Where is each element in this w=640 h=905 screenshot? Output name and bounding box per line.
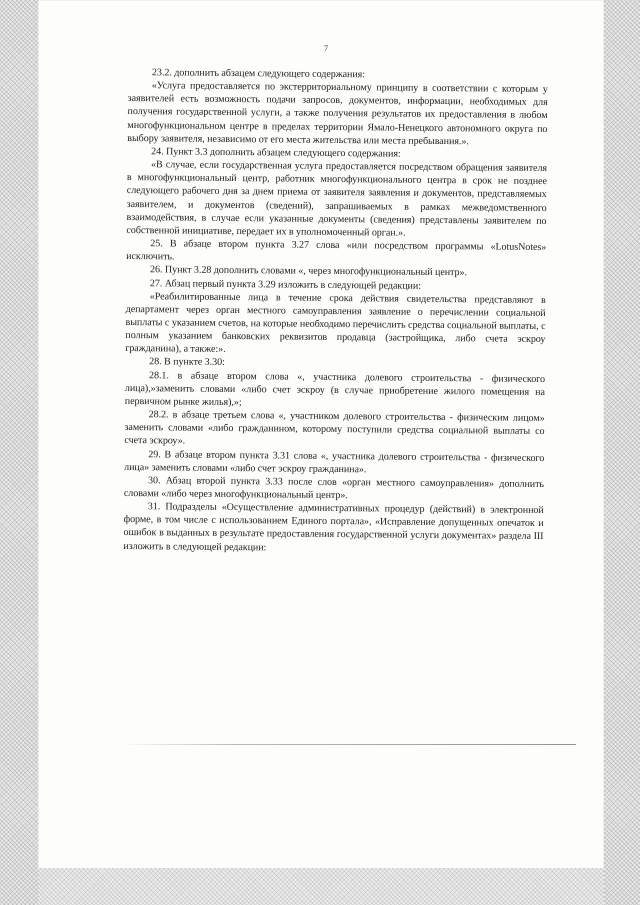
paragraph-27: 27. Абзац первый пункта 3.29 изложить в следующей редакции:: [149, 277, 422, 292]
paragraph-23-2: 23.2. дополнить абзацем следующего содержания:: [151, 67, 366, 81]
paragraph-24: 24. Пункт 3.3 дополнить абзацем следующего содержания:: [151, 146, 401, 160]
paragraph-29: 29. В абзаце втором пункта 3.31 слова «, участника долевого строительства - физического лица» заменить словами «либо счет эскроу гражданина».: [124, 448, 545, 475]
document-body: [123, 66, 548, 557]
bottom-divider: [120, 744, 576, 745]
paragraph-28-2: 28.2. в абзаце третьем слова «, участником долевого строительства - физическим лицом» заменить словами «либо гражданином, которому поступили средства социальной выплаты со счета эскроу».: [124, 409, 545, 447]
paragraph-25: 25. В абзаце втором пункта 3.27 слова «или посредством программы «LotusNotes» исключить.: [126, 238, 547, 263]
paragraph-27-text: «Реабилитированные лица в течение срока действия свидетельства представляют в департамент через орган местного самоуправления заявление о перечислении социальной выплаты с указанием счетов, на которые необходимо перечислить средства социальной выплаты, с полным указанием банковских реквизитов продавца (застройщика, либо счета эскроу гражданина), а также:».: [125, 290, 546, 356]
paragraph-30: 30. Абзац второй пункта 3.33 после слов «орган местного самоуправления» дополнить словами «либо через многофункциональный центр».: [123, 475, 545, 502]
scan-edge-bottom: [38, 868, 604, 905]
page-number: 7: [324, 44, 328, 53]
scan-edge-right: [604, 0, 640, 905]
paragraph-24-text: «В случае, если государственная услуга предоставляется посредством обращения заявителя в многофункциональный центр, работник многофункционального центра в срок не позднее следующего рабочего дня за днем приема от заявителя заявления и документов, представляемых заявителем, и документов (сведений), запрашиваемых в рамках межведомственного взаимодействия, в случае если указанные документы (сведения) представлены заявителем по собственной инициативе, передает их в уполномоченный орган.».: [126, 159, 548, 239]
paragraph-23-2-text: «Услуга предоставляется по экстерриториальному принципу в соответствии с которым у заявителей есть возможность подачи запросов, документов, информации, необходимых для получения государственной услуги, а также получения результатов их предоставления в любом многофункциональном центре в пределах территории Ямало-Ненецкого автономного округа по выбору заявителя, независимо от его места жительства или места пребывания.».: [127, 80, 548, 148]
paragraph-28-1: 28.1. в абзаце втором слова «, участника долевого строительства - физического лица),»заменить словами «либо счет эскроу (в случае приобретение жилого помещения на первичном рынке жилья),»;: [124, 369, 546, 409]
paragraph-31: 31. Подразделы «Осуществление административных процедур (действий) в электронной форме, в том числе с использованием Единого портала», «Исправление допущенных опечаток и ошибок в выданных в результате предоставления государственной услуги документах» раздела III изложить в следующей редакции:: [123, 501, 544, 553]
paragraph-26: 26. Пункт 3.28 дополнить словами «, через многофункциональный центр».: [149, 264, 468, 279]
scan-edge-left: [0, 0, 38, 905]
paragraph-28: 28. В пункте 3.30:: [149, 356, 225, 369]
